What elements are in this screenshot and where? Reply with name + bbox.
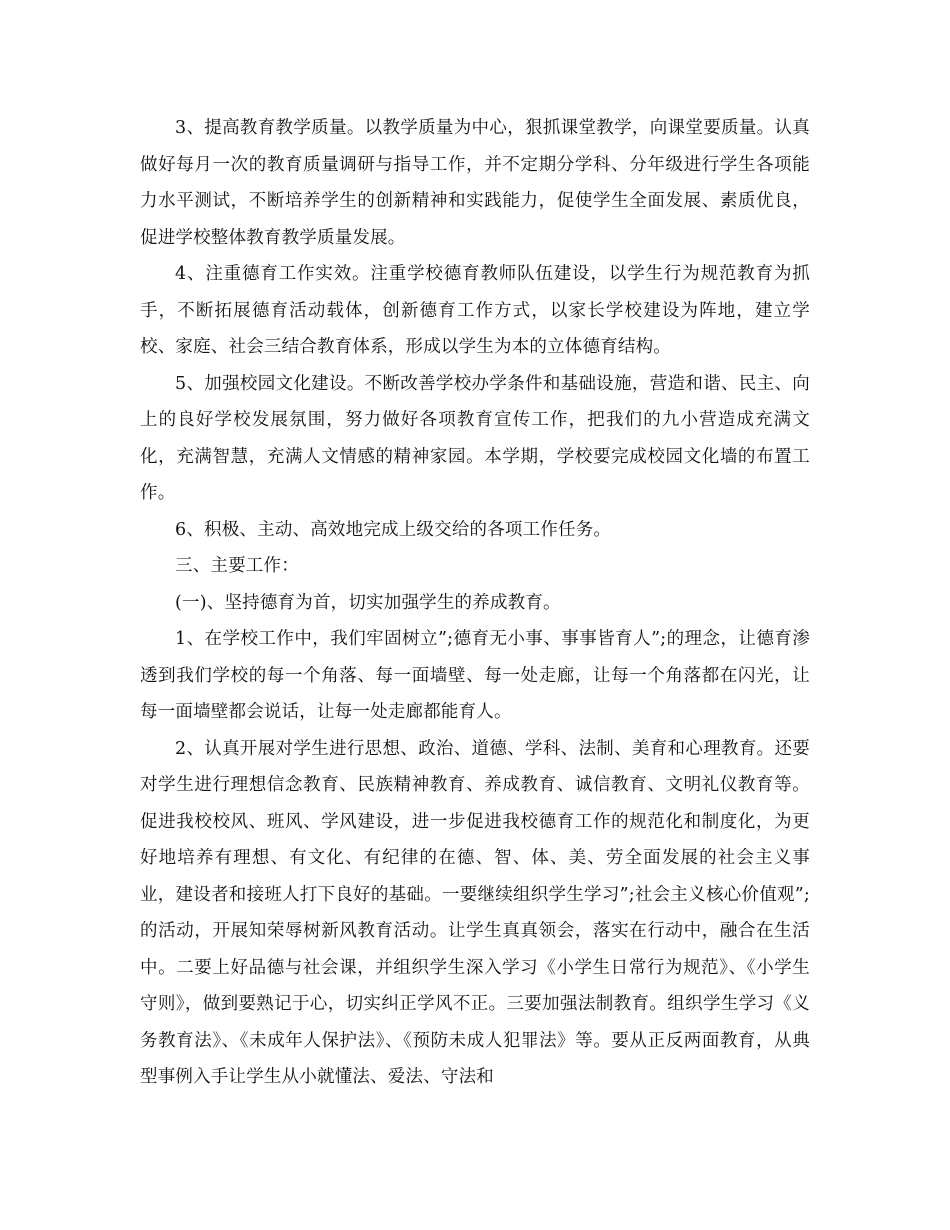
paragraph-establish-concept: 1、在学校工作中，我们牢固树立”;德育无小事、事事皆育人”;的理念，让德育渗透到我们学校的每一个角落、每一面墙壁、每一处走廊，让每一个角落都在闪光，让每一面墙壁都会说话，让每一处走廊都能育人。 [140, 629, 810, 722]
paragraph-education-programs: 2、认真开展对学生进行思想、政治、道德、学科、法制、美育和心理教育。还要对学生进行理想信念教育、民族精神教育、养成教育、诚信教育、文明礼仪教育等。促进我校校风、班风、学风建设，进一步促进我校德育工作的规范化和制度化，为更好地培养有理想、有文化、有纪律的在德、智、体、美、劳全面发展的社会主义事业，建设者和接班人打下良好的基础。一要继续组织学生学习”;社会主义核心价值观”;的活动，开展知荣辱树新风教育活动。让学生真真领会，落实在行动中，融合在生活中。二要上好品德与社会课，并组织学生深入学习《小学生日常行为规范》、《小学生守则》，做到要熟记于心，切实纠正学风不正。三要加强法制教育。组织学生学习《义务教育法》、《未成年人保护法》、《预防未成人犯罪法》等。要从正反两面教育，从典型事例入手让学生从小就懂法、爱法、守法和 [140, 738, 810, 1087]
section-heading-main-work: 三、主要工作： [175, 556, 299, 576]
subsection-heading-moral-first: (一)、坚持德育为首，切实加强学生的养成教育。 [175, 592, 561, 613]
paragraph-superior-tasks: 6、积极、主动、高效地完成上级交给的各项工作任务。 [175, 519, 612, 540]
paragraph-quality: 3、提高教育教学质量。以教学质量为中心，狠抓课堂教学，向课堂要质量。认真做好每月一次的教育质量调研与指导工作，并不定期分学科、分年级进行学生各项能力水平测试，不断培养学生的创新精神和实践能力，促使学生全面发展、素质优良，促进学校整体教育教学质量发展。 [140, 118, 810, 248]
paragraph-moral-education: 4、注重德育工作实效。注重学校德育教师队伍建设，以学生行为规范教育为抓手，不断拓展德育活动载体，创新德育工作方式，以家长学校建设为阵地，建立学校、家庭、社会三结合教育体系，形成以学生为本的立体德育结构。 [140, 264, 810, 357]
paragraph-campus-culture: 5、加强校园文化建设。不断改善学校办学条件和基础设施，营造和谐、民主、向上的良好学校发展氛围，努力做好各项教育宣传工作，把我们的九小营造成充满文化，充满智慧，充满人文情感的精神家园。本学期，学校要完成校园文化墙的布置工作。 [140, 373, 810, 503]
document-body [140, 110, 810, 1096]
